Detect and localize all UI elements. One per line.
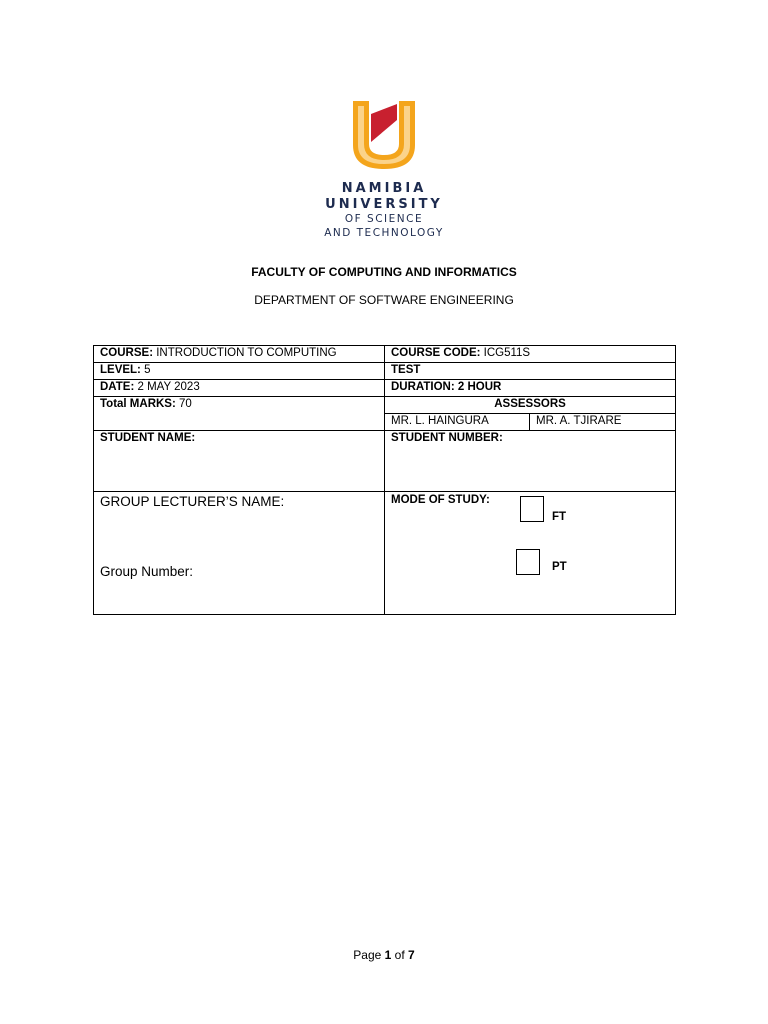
level-cell: [94, 363, 385, 380]
ft-checkbox[interactable]: [520, 496, 544, 522]
page-total: 7: [408, 948, 415, 962]
marks-value: 70: [179, 398, 192, 410]
test-label: TEST: [385, 363, 676, 380]
page-current: 1: [384, 948, 392, 962]
level-label: LEVEL:: [100, 364, 141, 376]
date-value: 2 MAY 2023: [137, 381, 200, 393]
group-number-label: Group Number:: [100, 564, 194, 579]
course-code-label: COURSE CODE:: [391, 347, 481, 359]
lecturer-mode-row: [94, 492, 676, 615]
assessors-label: ASSESSORS: [385, 397, 676, 414]
course-code-value: ICG511S: [483, 347, 531, 359]
lecturer-group-cell: [94, 492, 385, 615]
marks-cell: [94, 397, 385, 431]
faculty-title: FACULTY OF COMPUTING AND INFORMATICS: [251, 265, 517, 279]
ft-label: FT: [552, 511, 567, 523]
department-title: DEPARTMENT OF SOFTWARE ENGINEERING: [254, 293, 514, 307]
level-row: [94, 363, 676, 380]
logo-line-namibia: NAMIBIA: [341, 181, 427, 196]
student-number-field[interactable]: [385, 431, 676, 492]
level-value: 5: [144, 364, 151, 376]
date-cell: [94, 380, 385, 397]
page-of: of: [391, 948, 409, 962]
course-value: INTRODUCTION TO COMPUTING: [156, 347, 337, 359]
group-lecturer-label: GROUP LECTURER’S NAME:: [100, 494, 285, 509]
date-row: [94, 380, 676, 397]
assessor-2: MR. A. TJIRARE: [530, 414, 676, 431]
logo-line-technology: AND TECHNOLOGY: [324, 226, 444, 239]
student-name-label: STUDENT NAME:: [100, 432, 196, 444]
duration-label: DURATION: 2 HOUR: [385, 380, 676, 397]
exam-info-table: [93, 345, 676, 615]
assessor-1: MR. L. HAINGURA: [385, 414, 530, 431]
page-number: [0, 948, 768, 962]
student-name-field[interactable]: [94, 431, 385, 492]
university-logo: [0, 98, 768, 241]
university-emblem-icon: [349, 98, 419, 172]
date-label: DATE:: [100, 381, 135, 393]
course-code-cell: [385, 346, 676, 363]
mode-of-study-label: MODE OF STUDY:: [391, 494, 490, 506]
course-label: COURSE:: [100, 347, 154, 359]
university-wordmark: [0, 182, 768, 238]
page-prefix: Page: [353, 948, 385, 962]
marks-label: Total MARKS:: [100, 398, 176, 410]
marks-row: [94, 397, 676, 414]
pt-checkbox[interactable]: [516, 549, 540, 575]
course-cell: [94, 346, 385, 363]
mode-of-study-cell: [385, 492, 676, 615]
course-row: [94, 346, 676, 363]
logo-line-science: OF SCIENCE: [344, 213, 424, 225]
student-number-label: STUDENT NUMBER:: [391, 432, 503, 444]
logo-line-university: UNIVERSITY: [325, 197, 443, 212]
student-row: [94, 431, 676, 492]
pt-label: PT: [552, 561, 567, 573]
